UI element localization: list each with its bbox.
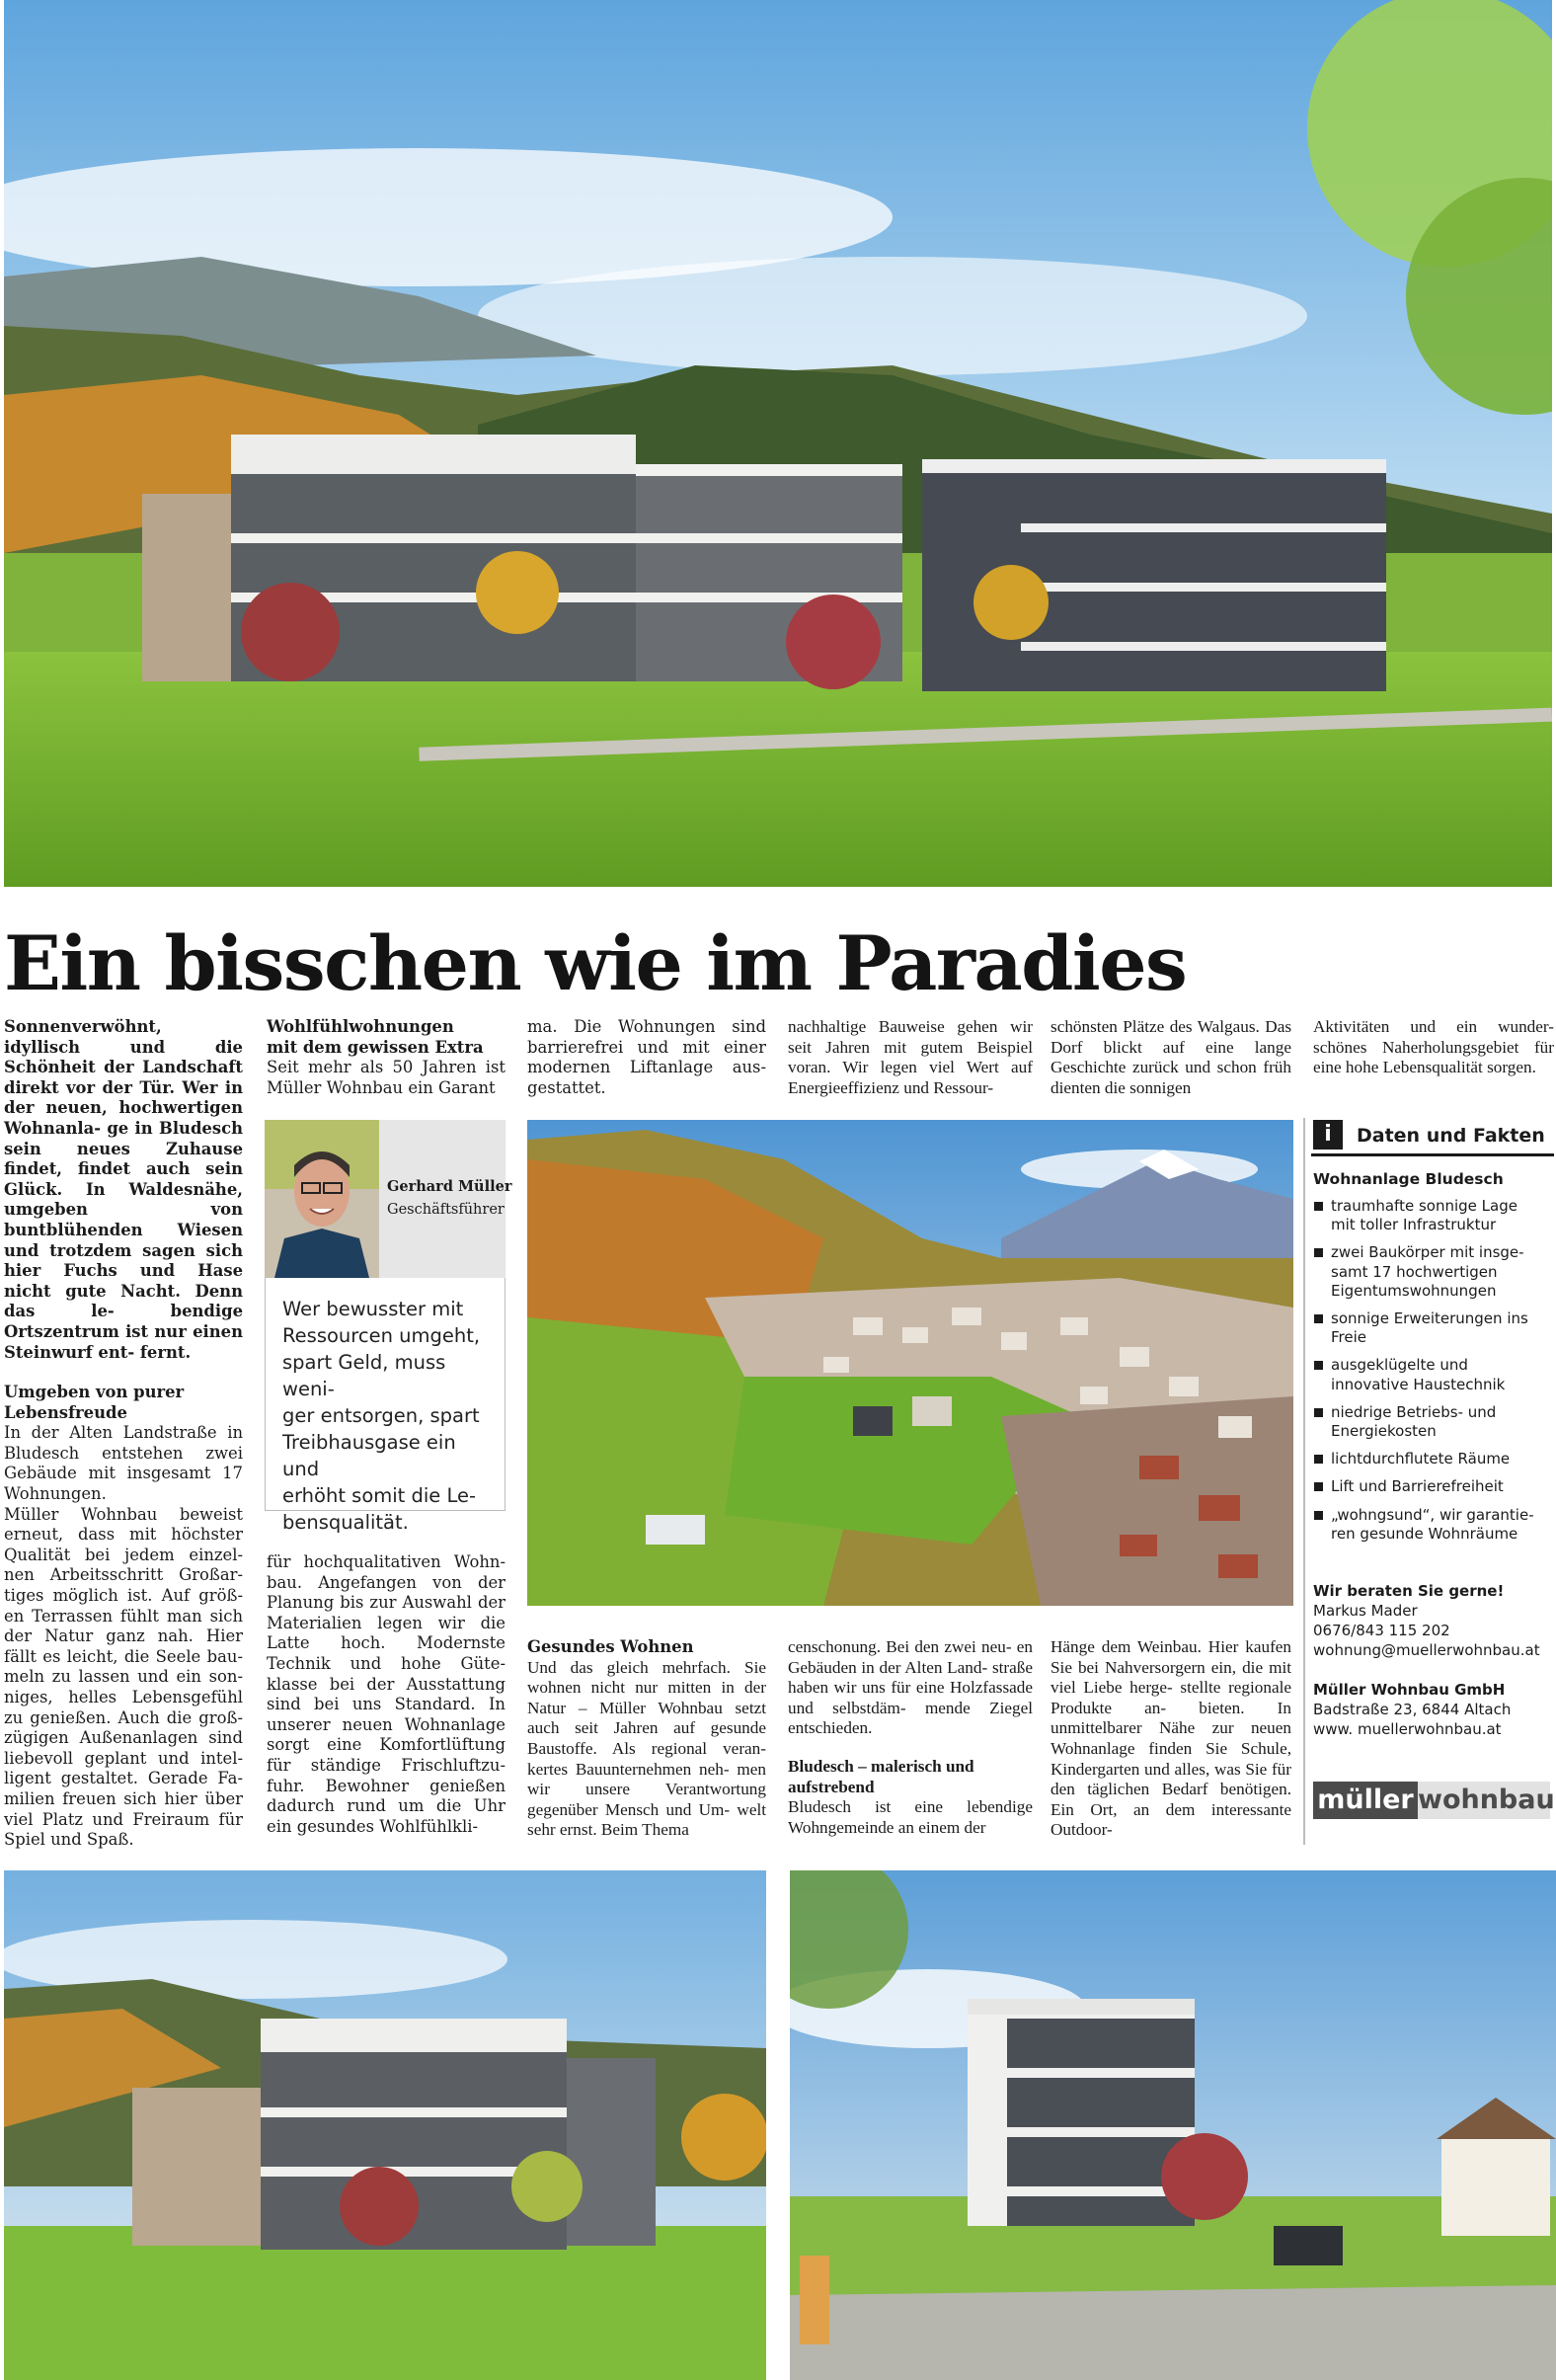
- list-item: zwei Baukörper mit insge- samt 17 hochwertigen Eigentumswohnungen: [1313, 1243, 1556, 1301]
- col5-bottom-text: Hänge dem Weinbau. Hier kaufen Sie bei Nahversorgern ein, die mit viel Liebe herge- stellte regionale Produkte an- bieten. In unmittelbarer Nähe zur neuen Wohnanlage finden Sie Schule, Kindergarten und alles, was Sie für den täglichen Bedarf benötigen. Ein Ort, an dem interessante Outdoor-: [1050, 1637, 1292, 1840]
- hero-photo: [4, 0, 1552, 887]
- list-item: Lift und Barrierefreiheit: [1313, 1477, 1556, 1496]
- list-item: „wohngsund“, wir garantie- ren gesunde Wohnräume: [1313, 1506, 1556, 1544]
- col2-bottom-text: für hochqualitativen Wohn- bau. Angefangen von der Planung bis zur Auswahl der Materialien legen wir die Latte hoch. Modernste Technik und hohe Güte- klasse bei der Ausstattung sind bei uns Standard. In unserer neuen Wohnanlage sorgt eine Komfortlüftung für ständige Frischluftzu- fuhr. Bewohner genießen dadurch rund um die Uhr ein gesundes Wohlfühlkli-: [267, 1552, 506, 1836]
- lead-paragraph: Sonnenverwöhnt, idyllisch und die Schönheit der Landschaft direkt vor der Tür. Wer in der neuen, hochwertigen Wohnanla- ge in Bludesch sein neues Zuhause findet, findet auch sein Glück. In Waldesnähe, umgeben von buntblühenden Wiesen und trotzdem sagen sich hier Fuchs und Hase nicht gute Nacht. Denn das le- bendige Ortszentrum ist nur einen Steinwurf ent- fernt.: [4, 1017, 243, 1362]
- list-item: ausgeklügelte und innovative Haustechnik: [1313, 1356, 1556, 1393]
- list-item: traumhafte sonnige Lage mit toller Infrastruktur: [1313, 1197, 1556, 1234]
- col2-top-body: Seit mehr als 50 Jahren ist Müller Wohnbau ein Garant: [267, 1058, 506, 1097]
- col4-bottom-text: censchonung. Bei den zwei neu- en Gebäuden in der Alten Land- straße haben wir uns für eine Holzfassade und selbstdäm- mende Ziegel entschieden. Bludesch – malerisch und aufstrebend Bludesch ist eine lebendige Wohngemeinde an einem der: [788, 1637, 1034, 1837]
- col1-body: In der Alten Landstraße in Bludesch entstehen zwei Gebäude mit insgesamt 17 Wohnungen. Müller Wohnbau beweist erneut, dass mit höchster Qualität bei jedem einzel- nen Arbeitsschritt Großar- tiges möglich ist. Auf größ- en Terrassen fühlt man sich der Natur ganz nah. Hier fällt es leicht, die Seele bau- meln zu lassen und ein son- niges, helles Lebensgefühl zu genießen. Auch die groß- zügigen Außenanlagen sind liebevoll geplant und intel- ligent gestaltet. Gerade Fa- milien freuen sich hier über viel Platz und Freiraum für Spiel und Spaß.: [4, 1423, 243, 1850]
- col5-top-text: schönsten Plätze des Walgaus. Das Dorf blickt auf eine lange Geschichte zurück und schon früh dienten die sonnigen: [1050, 1017, 1292, 1097]
- subhead-bludesch: Bludesch – malerisch und aufstrebend: [788, 1756, 974, 1796]
- contact-phone[interactable]: 0676/843 115 202: [1313, 1622, 1450, 1639]
- subhead-lebensfreude: Umgeben von purer Lebensfreude: [4, 1383, 185, 1422]
- facts-title: Daten und Fakten: [1357, 1125, 1545, 1147]
- facts-subtitle: Wohnanlage Bludesch: [1313, 1170, 1504, 1188]
- list-item: niedrige Betriebs- und Energiekosten: [1313, 1403, 1556, 1441]
- col1-text: [4, 1017, 243, 1851]
- name-panel: [379, 1120, 506, 1278]
- person-name: Gerhard Müller: [387, 1178, 512, 1195]
- aerial-photo: [527, 1120, 1293, 1606]
- contact-email[interactable]: wohnung@muellerwohnbau.at: [1313, 1641, 1540, 1659]
- building-right-photo: [790, 1870, 1556, 2380]
- subhead-gesundes-wohnen: Gesundes Wohnen: [527, 1637, 694, 1656]
- info-icon: i: [1313, 1120, 1343, 1150]
- headline: Ein bisschen wie im Paradies: [4, 919, 1187, 1007]
- col2-top-text: [267, 1017, 506, 1098]
- col3-top-text: ma. Die Wohnungen sind barrierefrei und mit einer modernen Liftanlage aus- gestattet.: [527, 1017, 766, 1097]
- company-name: Müller Wohnbau GmbH: [1313, 1681, 1506, 1699]
- company-address: Badstraße 23, 6844 Altach: [1313, 1701, 1512, 1718]
- company-web[interactable]: www. muellerwohnbau.at: [1313, 1720, 1502, 1738]
- list-item: sonnige Erweiterungen ins Freie: [1313, 1309, 1556, 1347]
- subhead-wohlfuehl: Wohlfühlwohnungen mit dem gewissen Extra: [267, 1017, 484, 1057]
- portrait-photo: [265, 1120, 379, 1278]
- building-left-photo: [4, 1870, 766, 2380]
- logo-mueller: müller: [1313, 1782, 1418, 1819]
- logo-wohnbau: wohnbau: [1418, 1782, 1550, 1819]
- col6-top-text: Aktivitäten und ein wunder- schönes Naherholungsgebiet für eine hohe Lebensqualität sorgen.: [1313, 1017, 1554, 1077]
- quote-text: Wer bewusster mit Ressourcen umgeht, spart Geld, muss weni- ger entsorgen, spart Treibhausgase ein und erhöht somit die Le- bensqualität.: [282, 1298, 481, 1534]
- contact-name: Markus Mader: [1313, 1602, 1418, 1620]
- facts-list: [1313, 1197, 1556, 1552]
- advice-title: Wir beraten Sie gerne!: [1313, 1582, 1505, 1600]
- list-item: lichtdurchflutete Räume: [1313, 1450, 1556, 1468]
- person-role: Geschäftsführer: [387, 1202, 505, 1218]
- col3-bottom-text: [527, 1637, 766, 1841]
- col3-bottom-body: Und das gleich mehrfach. Sie wohnen nicht nur mitten in der Natur – Müller Wohnbau setzt auch seit Jahren auf gesunde Baustoffe. Als regional veran- kertes Bauunternehmen neh- men wir unsere Verantwortung gegenüber Mensch und Um- welt sehr ernst. Beim Thema: [527, 1657, 766, 1840]
- col4-top-text: nachhaltige Bauweise gehen wir seit Jahren mit gutem Beispiel voran. Wir legen viel Wert auf Energieeffizienz und Ressour-: [788, 1017, 1033, 1097]
